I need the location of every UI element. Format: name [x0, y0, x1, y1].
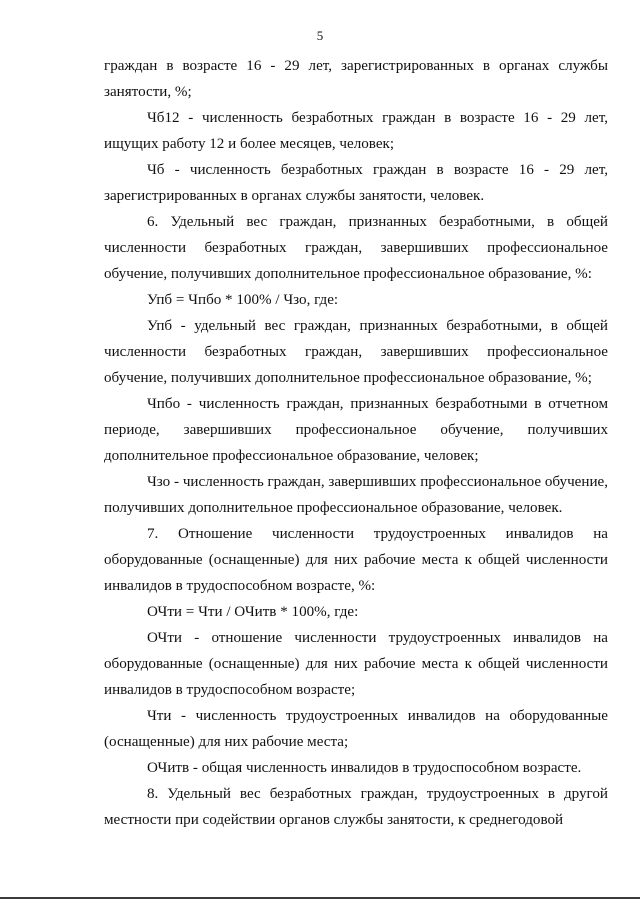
page-number: 5: [316, 28, 324, 43]
paragraph-def-chpbo: Чпбо - численность граждан, признанных безработными в отчетном периоде, завершивших профессиональное обучение, получивших дополнительное профессиональное образование, человек;: [104, 396, 608, 464]
paragraph-def-upb: Упб - удельный вес граждан, признанных безработными, в общей численности безработных граждан, завершивших профессиональное обучение, получивших дополнительное профессиональное образование, %;: [104, 318, 608, 386]
paragraph-item-8-heading: 8. Удельный вес безработных граждан, трудоустроенных в другой местности при содействии органов службы занятости, к среднегодовой: [104, 786, 608, 828]
paragraph-continuation-youth-share: граждан в возрасте 16 - 29 лет, зарегистрированных в органах службы занятости, %;: [104, 58, 608, 100]
document-body: [104, 53, 608, 833]
paragraph-def-chti: Чти - численность трудоустроенных инвалидов на оборудованные (оснащенные) для них рабочие места;: [104, 708, 608, 750]
paragraph-formula-upb: Упб = Чпбо * 100% / Чзо, где:: [147, 292, 339, 308]
paragraph-def-chb: Чб - численность безработных граждан в возрасте 16 - 29 лет, зарегистрированных в органах службы занятости, человек.: [104, 162, 608, 204]
paragraph-formula-ochti: ОЧти = Чти / ОЧитв * 100%, где:: [147, 604, 359, 620]
paragraph-def-ochitv: ОЧитв - общая численность инвалидов в трудоспособном возрасте.: [147, 760, 582, 776]
paragraph-def-ochti: ОЧти - отношение численности трудоустроенных инвалидов на оборудованные (оснащенные) для них рабочие места к общей численности инвалидов в трудоспособном возрасте;: [104, 630, 608, 698]
paragraph-def-chb12: Чб12 - численность безработных граждан в возрасте 16 - 29 лет, ищущих работу 12 и более месяцев, человек;: [104, 110, 608, 152]
paragraph-def-chzo: Чзо - численность граждан, завершивших профессиональное обучение, получивших дополнительное профессиональное образование, человек.: [104, 474, 608, 516]
paragraph-item-6-heading: 6. Удельный вес граждан, признанных безработными, в общей численности безработных граждан, завершивших профессиональное обучение, получивших дополнительное профессиональное образование, %:: [104, 214, 608, 282]
scan-bottom-edge-line: [0, 897, 640, 899]
paragraph-item-7-heading: 7. Отношение численности трудоустроенных инвалидов на оборудованные (оснащенные) для них рабочие места к общей численности инвалидов в трудоспособном возрасте, %:: [104, 526, 608, 594]
